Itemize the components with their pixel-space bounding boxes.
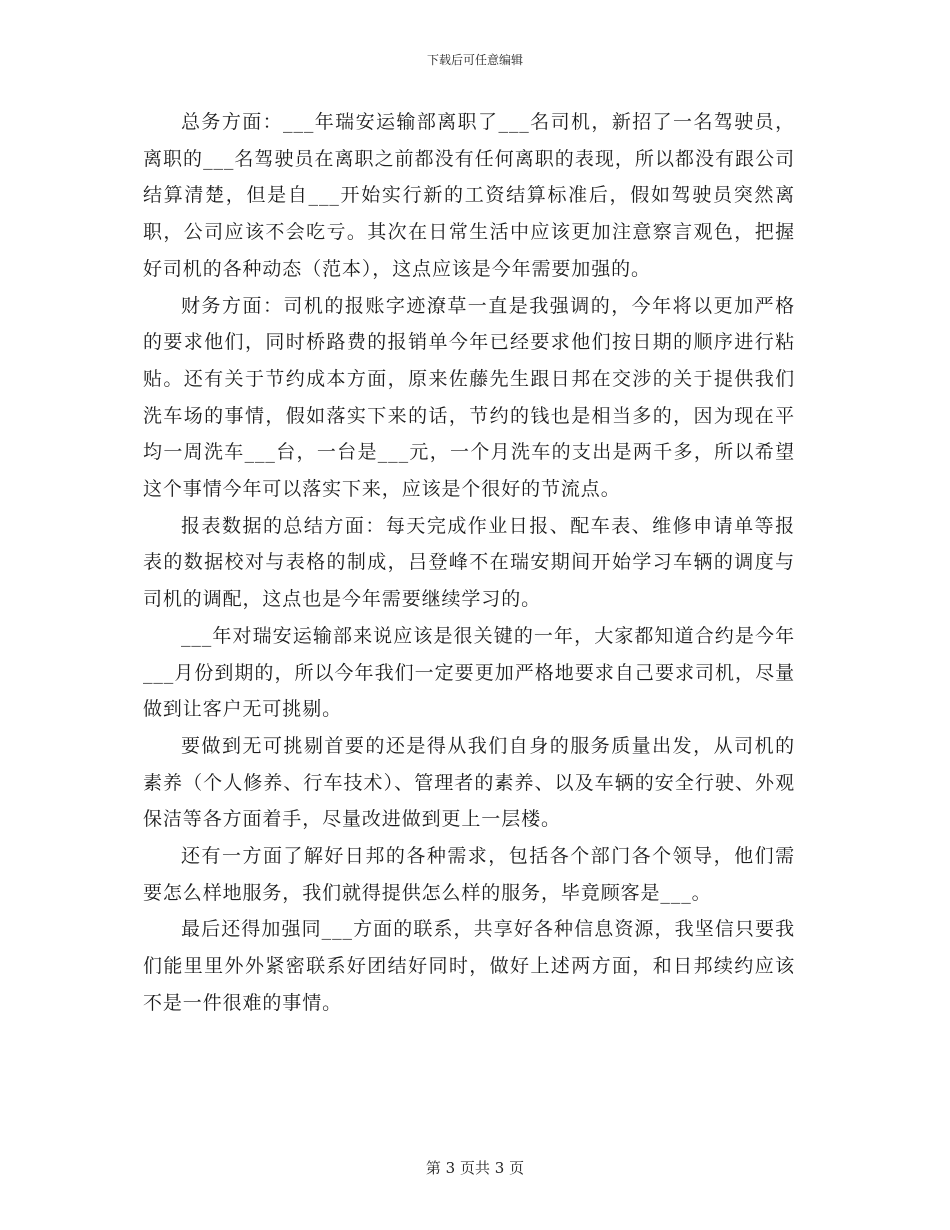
paragraph-customer-needs: 还有一方面了解好日邦的各种需求，包括各个部门各个领导，他们需要怎么样地服务，我们就得提供怎么样的服务，毕竟顾客是___。 xyxy=(143,845,795,904)
paragraph-finance: 财务方面：司机的报账字迹潦草一直是我强调的，今年将以更加严格的要求他们，同时桥路费的报销单今年已经要求他们按日期的顺序进行粘贴。还有关于节约成本方面，原来佐藤先生跟日邦在交涉的关于提供我们洗车场的事情，假如落实下来的话，节约的钱也是相当多的，因为现在平均一周洗车___台，一台是___元，一个月洗车的支出是两千多，所以希望这个事情今年可以落实下来，应该是个很好的节流点。 xyxy=(143,294,795,501)
document-body xyxy=(143,104,795,1022)
paragraph-service-quality: 要做到无可挑剔首要的还是得从我们自身的服务质量出发，从司机的素养（个人修养、行车技术）、管理者的素养、以及车辆的安全行驶、外观保洁等各方面着手，尽量改进做到更上一层楼。 xyxy=(143,734,795,831)
paragraph-conclusion: 最后还得加强同___方面的联系，共享好各种信息资源，我坚信只要我们能里里外外紧密联系好团结好同时，做好上述两方面，和日邦续约应该不是一件很难的事情。 xyxy=(143,918,795,1014)
paragraph-key-year: ___年对瑞安运输部来说应该是很关键的一年，大家都知道合约是今年___月份到期的，所以今年我们一定要更加严格地要求自己要求司机，尽量做到让客户无可挑剔。 xyxy=(143,624,795,721)
page-number: 第 3 页共 3 页 xyxy=(425,1159,525,1177)
paragraph-report-data: 报表数据的总结方面：每天完成作业日报、配车表、维修申请单等报表的数据校对与表格的制成，吕登峰不在瑞安期间开始学习车辆的调度与司机的调配，这点也是今年需要继续学习的。 xyxy=(143,514,795,611)
page-header: 下载后可任意编辑 xyxy=(426,53,523,67)
paragraph-general-affairs: 总务方面：___年瑞安运输部离职了___名司机，新招了一名驾驶员，离职的___名驾驶员在离职之前都没有任何离职的表现，所以都没有跟公司结算清楚，但是自___开始实行新的工资结算标准后，假如驾驶员突然离职，公司应该不会吃亏。其次在日常生活中应该更加注意察言观色，把握好司机的各种动态（范本），这点应该是今年需要加强的。 xyxy=(143,111,795,280)
